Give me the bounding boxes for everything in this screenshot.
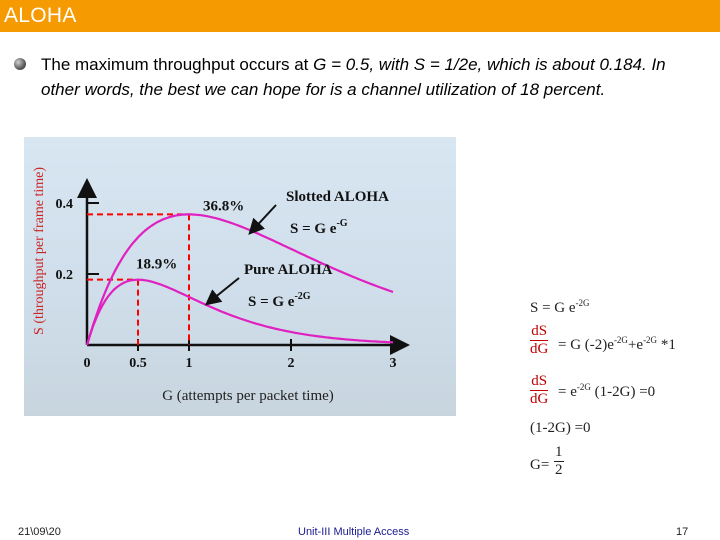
peak-label-slotted: 36.8% bbox=[203, 198, 245, 215]
footer-course: Unit-III Multiple Access bbox=[298, 526, 410, 538]
derivation-block bbox=[530, 292, 720, 492]
formula-slotted-aloha: S = G $e^{-G}$ bbox=[290, 218, 348, 237]
legend-pure-aloha: Pure ALOHA bbox=[244, 262, 333, 278]
x-axis-label: G (attempts per packet time) bbox=[162, 388, 334, 404]
derivation-line-2: = G $(-2)e^{-2G}+e^{-2G}$ *1 bbox=[558, 335, 676, 353]
title-bar bbox=[0, 0, 720, 32]
derivation-line-3: = $e^{-2G}$ (1-2G) =0 bbox=[558, 382, 656, 400]
legend-slotted-aloha: Slotted ALOHA bbox=[286, 189, 389, 205]
slide-title: ALOHA bbox=[4, 4, 77, 27]
pointer-arrow-pure bbox=[208, 278, 239, 303]
pointer-arrow-slotted bbox=[251, 205, 276, 232]
derivation-line-5-lhs: G= bbox=[530, 457, 550, 473]
chart-svg bbox=[24, 137, 456, 416]
y-tick-label: 0.2 bbox=[55, 268, 73, 283]
curve-pure-aloha bbox=[87, 280, 393, 345]
throughput-chart bbox=[24, 137, 456, 416]
x-tick-label: 2 bbox=[287, 356, 295, 371]
footer-page-number: 17 bbox=[676, 526, 689, 538]
derivation-frac-ds-dg-1: $\frac{dS}{dG}$ bbox=[530, 323, 549, 357]
formula-pure-aloha: S = G $e^{-2G}$ bbox=[248, 291, 311, 310]
bullet-icon bbox=[14, 58, 26, 70]
footer-date: 21\09\20 bbox=[18, 526, 61, 538]
derivation-frac-ds-dg-2: $\frac{dS}{dG}$ bbox=[530, 373, 549, 407]
y-tick-label: 0.4 bbox=[55, 197, 73, 212]
derivation-frac-half: $\frac{1}{2}$ bbox=[555, 444, 563, 478]
bullet-text bbox=[41, 52, 701, 102]
derivation-line-1: S = G $e^{-2G}$ bbox=[530, 298, 590, 316]
bullet-text-italic: G = 0.5, with S = 1/2e, which is about 0.184. In other words, the best we can hope for is a channel utilization of 18 percent. bbox=[41, 55, 666, 99]
y-axis-label: S (throughput per frame time) bbox=[32, 167, 47, 335]
x-tick-label: 1 bbox=[185, 356, 193, 371]
derivation-line-4: (1-2G) =0 bbox=[530, 420, 591, 436]
bullet-text-plain: The maximum throughput occurs at bbox=[41, 55, 314, 74]
peak-label-pure: 18.9% bbox=[136, 256, 178, 273]
x-tick-label: 0.5 bbox=[129, 356, 147, 371]
x-tick-label: 3 bbox=[389, 356, 397, 371]
x-tick-label: 0 bbox=[83, 356, 91, 371]
